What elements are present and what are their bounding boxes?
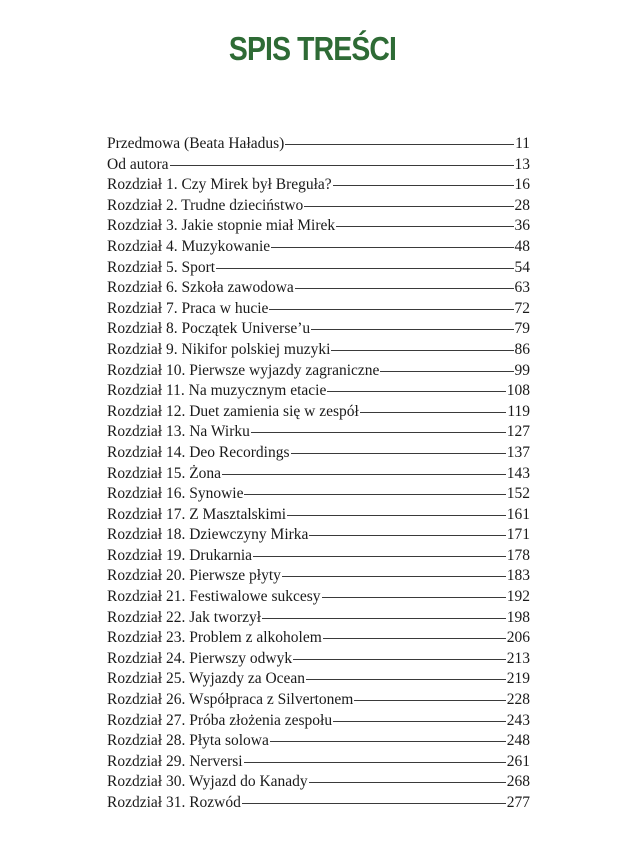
toc-entry-page-number: 86 [514,340,530,358]
toc-entry-title: Rozdział 11. Na muzycznym etacie [107,382,327,400]
toc-leader-line [244,762,506,763]
toc-entry [107,505,530,526]
toc-entry-title: Rozdział 18. Dziewczyny Mirka [107,526,309,544]
toc-entry [107,690,530,711]
toc-leader-line [262,618,506,619]
toc-entry-page-number: 72 [514,299,530,317]
toc-entry-title: Rozdział 8. Początek Universe’u [107,320,311,338]
toc-entry-page-number: 152 [506,485,530,503]
toc-entry-page-number: 63 [514,279,530,297]
toc-leader-line [269,309,513,310]
toc-leader-line [253,556,506,557]
toc-entry-title: Rozdział 14. Deo Recordings [107,443,290,461]
toc-entry-page-number: 192 [506,588,530,606]
toc-entry-title: Rozdział 21. Festiwalowe sukcesy [107,588,321,606]
toc-entry-title: Rozdział 2. Trudne dzieciństwo [107,196,304,214]
toc-leader-line [333,721,506,722]
toc-leader-line [216,268,513,269]
toc-entry-page-number: 183 [506,567,530,585]
toc-entry-title: Rozdział 23. Problem z alkoholem [107,629,322,647]
toc-entry-title: Rozdział 4. Muzykowanie [107,237,271,255]
toc-entry [107,669,530,690]
toc-entry-title: Rozdział 7. Praca w hucie [107,299,269,317]
toc-entry-title: Rozdział 15. Żona [107,464,222,482]
toc-entry [107,443,530,464]
toc-leader-line [295,288,514,289]
toc-entry-title: Rozdział 17. Z Masztalskimi [107,505,287,523]
toc-entry-page-number: 16 [514,176,530,194]
toc-entry-title: Przedmowa (Beata Haładus) [107,135,285,152]
page-title: SPIS TREŚCI [228,30,397,67]
toc-entry [107,772,530,793]
toc-entry-title: Rozdział 29. Nerversi [107,752,243,770]
toc-entry-title: Rozdział 25. Wyjazdy za Ocean [107,670,306,688]
toc-leader-line [323,638,506,639]
toc-entry-title: Rozdział 31. Rozwód [107,794,241,811]
toc-entry [107,361,530,382]
toc-entry [107,196,530,217]
toc-leader-line [331,350,513,351]
toc-entry [107,608,530,629]
toc-leader-line [309,535,505,536]
toc-entry-title: Rozdział 12. Duet zamienia się w zespół [107,402,359,420]
toc-leader-line [270,741,506,742]
toc-entry [107,546,530,567]
toc-entry [107,587,530,608]
toc-leader-line [291,453,506,454]
toc-leader-line [293,659,506,660]
toc-entry [107,402,530,423]
toc-leader-line [251,432,506,433]
toc-entry [107,299,530,320]
toc-entry [107,711,530,732]
toc-entry [107,258,530,279]
toc-entry [107,752,530,773]
toc-entry-title: Rozdział 28. Płyta solowa [107,732,269,750]
toc-entry [107,793,530,814]
toc-leader-line [354,700,505,701]
toc-leader-line [222,474,506,475]
toc-entry [107,278,530,299]
toc-entry [107,134,530,155]
toc-entry [107,484,530,505]
toc-entry-title: Rozdział 9. Nikifor polskiej muzyki [107,340,331,358]
toc-entry-page-number: 48 [514,237,530,255]
toc-entry [107,649,530,670]
toc-leader-line [285,144,514,145]
toc-entry-title: Rozdział 30. Wyjazd do Kanady [107,773,308,791]
toc-leader-line [309,782,506,783]
toc-entry-page-number: 261 [506,752,530,770]
toc-leader-line [306,679,506,680]
toc-entry [107,340,530,361]
toc-entry-page-number: 213 [506,649,530,667]
toc-entry-page-number: 108 [506,382,530,400]
toc-entry-title: Rozdział 13. Na Wirku [107,423,250,441]
toc-entry-page-number: 206 [506,629,530,647]
toc-entry-page-number: 143 [506,464,530,482]
toc-entry-page-number: 161 [506,505,530,523]
toc-leader-line [360,412,507,413]
toc-leader-line [327,391,505,392]
toc-entry-title: Rozdział 27. Próba złożenia zespołu [107,711,333,729]
toc-entry [107,525,530,546]
toc-entry-page-number: 219 [506,670,530,688]
toc-leader-line [322,597,506,598]
toc-entry-page-number: 119 [507,402,530,420]
toc-entry-title: Rozdział 22. Jak tworzył [107,608,262,626]
toc-entry-page-number: 13 [514,155,530,173]
toc-entry-page-number: 127 [506,423,530,441]
toc-leader-line [287,515,506,516]
toc-leader-line [380,371,513,372]
toc-entry-title: Od autora [107,155,169,173]
toc-entry-title: Rozdział 16. Synowie [107,485,244,503]
toc-entry-title: Rozdział 1. Czy Mirek był Breguła? [107,176,332,194]
toc-entry [107,628,530,649]
toc-leader-line [170,165,514,166]
toc-entry-page-number: 268 [506,773,530,791]
toc-entry-page-number: 277 [506,794,530,811]
toc-entry [107,175,530,196]
toc-leader-line [333,185,514,186]
toc-leader-line [311,329,513,330]
toc-entry-page-number: 36 [514,217,530,235]
toc-entry [107,155,530,176]
toc-leader-line [244,494,505,495]
toc-entry-page-number: 171 [506,526,530,544]
toc-entry [107,422,530,443]
toc-entry-page-number: 79 [514,320,530,338]
toc-entry-title: Rozdział 5. Sport [107,258,216,276]
toc-entry-title: Rozdział 19. Drukarnia [107,546,253,564]
toc-entry [107,566,530,587]
toc-entry-page-number: 243 [506,711,530,729]
toc-leader-line [271,247,513,248]
toc-leader-line [304,206,513,207]
toc-entry [107,216,530,237]
toc-entry-page-number: 198 [506,608,530,626]
toc-entry-title: Rozdział 24. Pierwszy odwyk [107,649,293,667]
toc-entry-title: Rozdział 3. Jakie stopnie miał Mirek [107,217,336,235]
toc-entry-title: Rozdział 6. Szkoła zawodowa [107,279,294,297]
toc-entry [107,381,530,402]
toc-entry [107,319,530,340]
toc-leader-line [336,226,513,227]
toc-entry-title: Rozdział 20. Pierwsze płyty [107,567,281,585]
toc-leader-line [242,803,506,804]
toc-entry [107,237,530,258]
toc-entry-page-number: 248 [506,732,530,750]
toc-entry [107,731,530,752]
table-of-contents [107,134,530,814]
toc-entry-page-number: 28 [514,196,530,214]
toc-entry-page-number: 137 [506,443,530,461]
toc-entry [107,464,530,485]
toc-entry-page-number: 99 [514,361,530,379]
toc-entry-page-number: 54 [514,258,530,276]
toc-entry-page-number: 11 [515,135,530,152]
toc-entry-page-number: 228 [506,691,530,709]
toc-entry-page-number: 178 [506,546,530,564]
toc-entry-title: Rozdział 10. Pierwsze wyjazdy zagraniczne [107,361,380,379]
toc-leader-line [282,576,506,577]
toc-entry-title: Rozdział 26. Współpraca z Silvertonem [107,691,354,709]
